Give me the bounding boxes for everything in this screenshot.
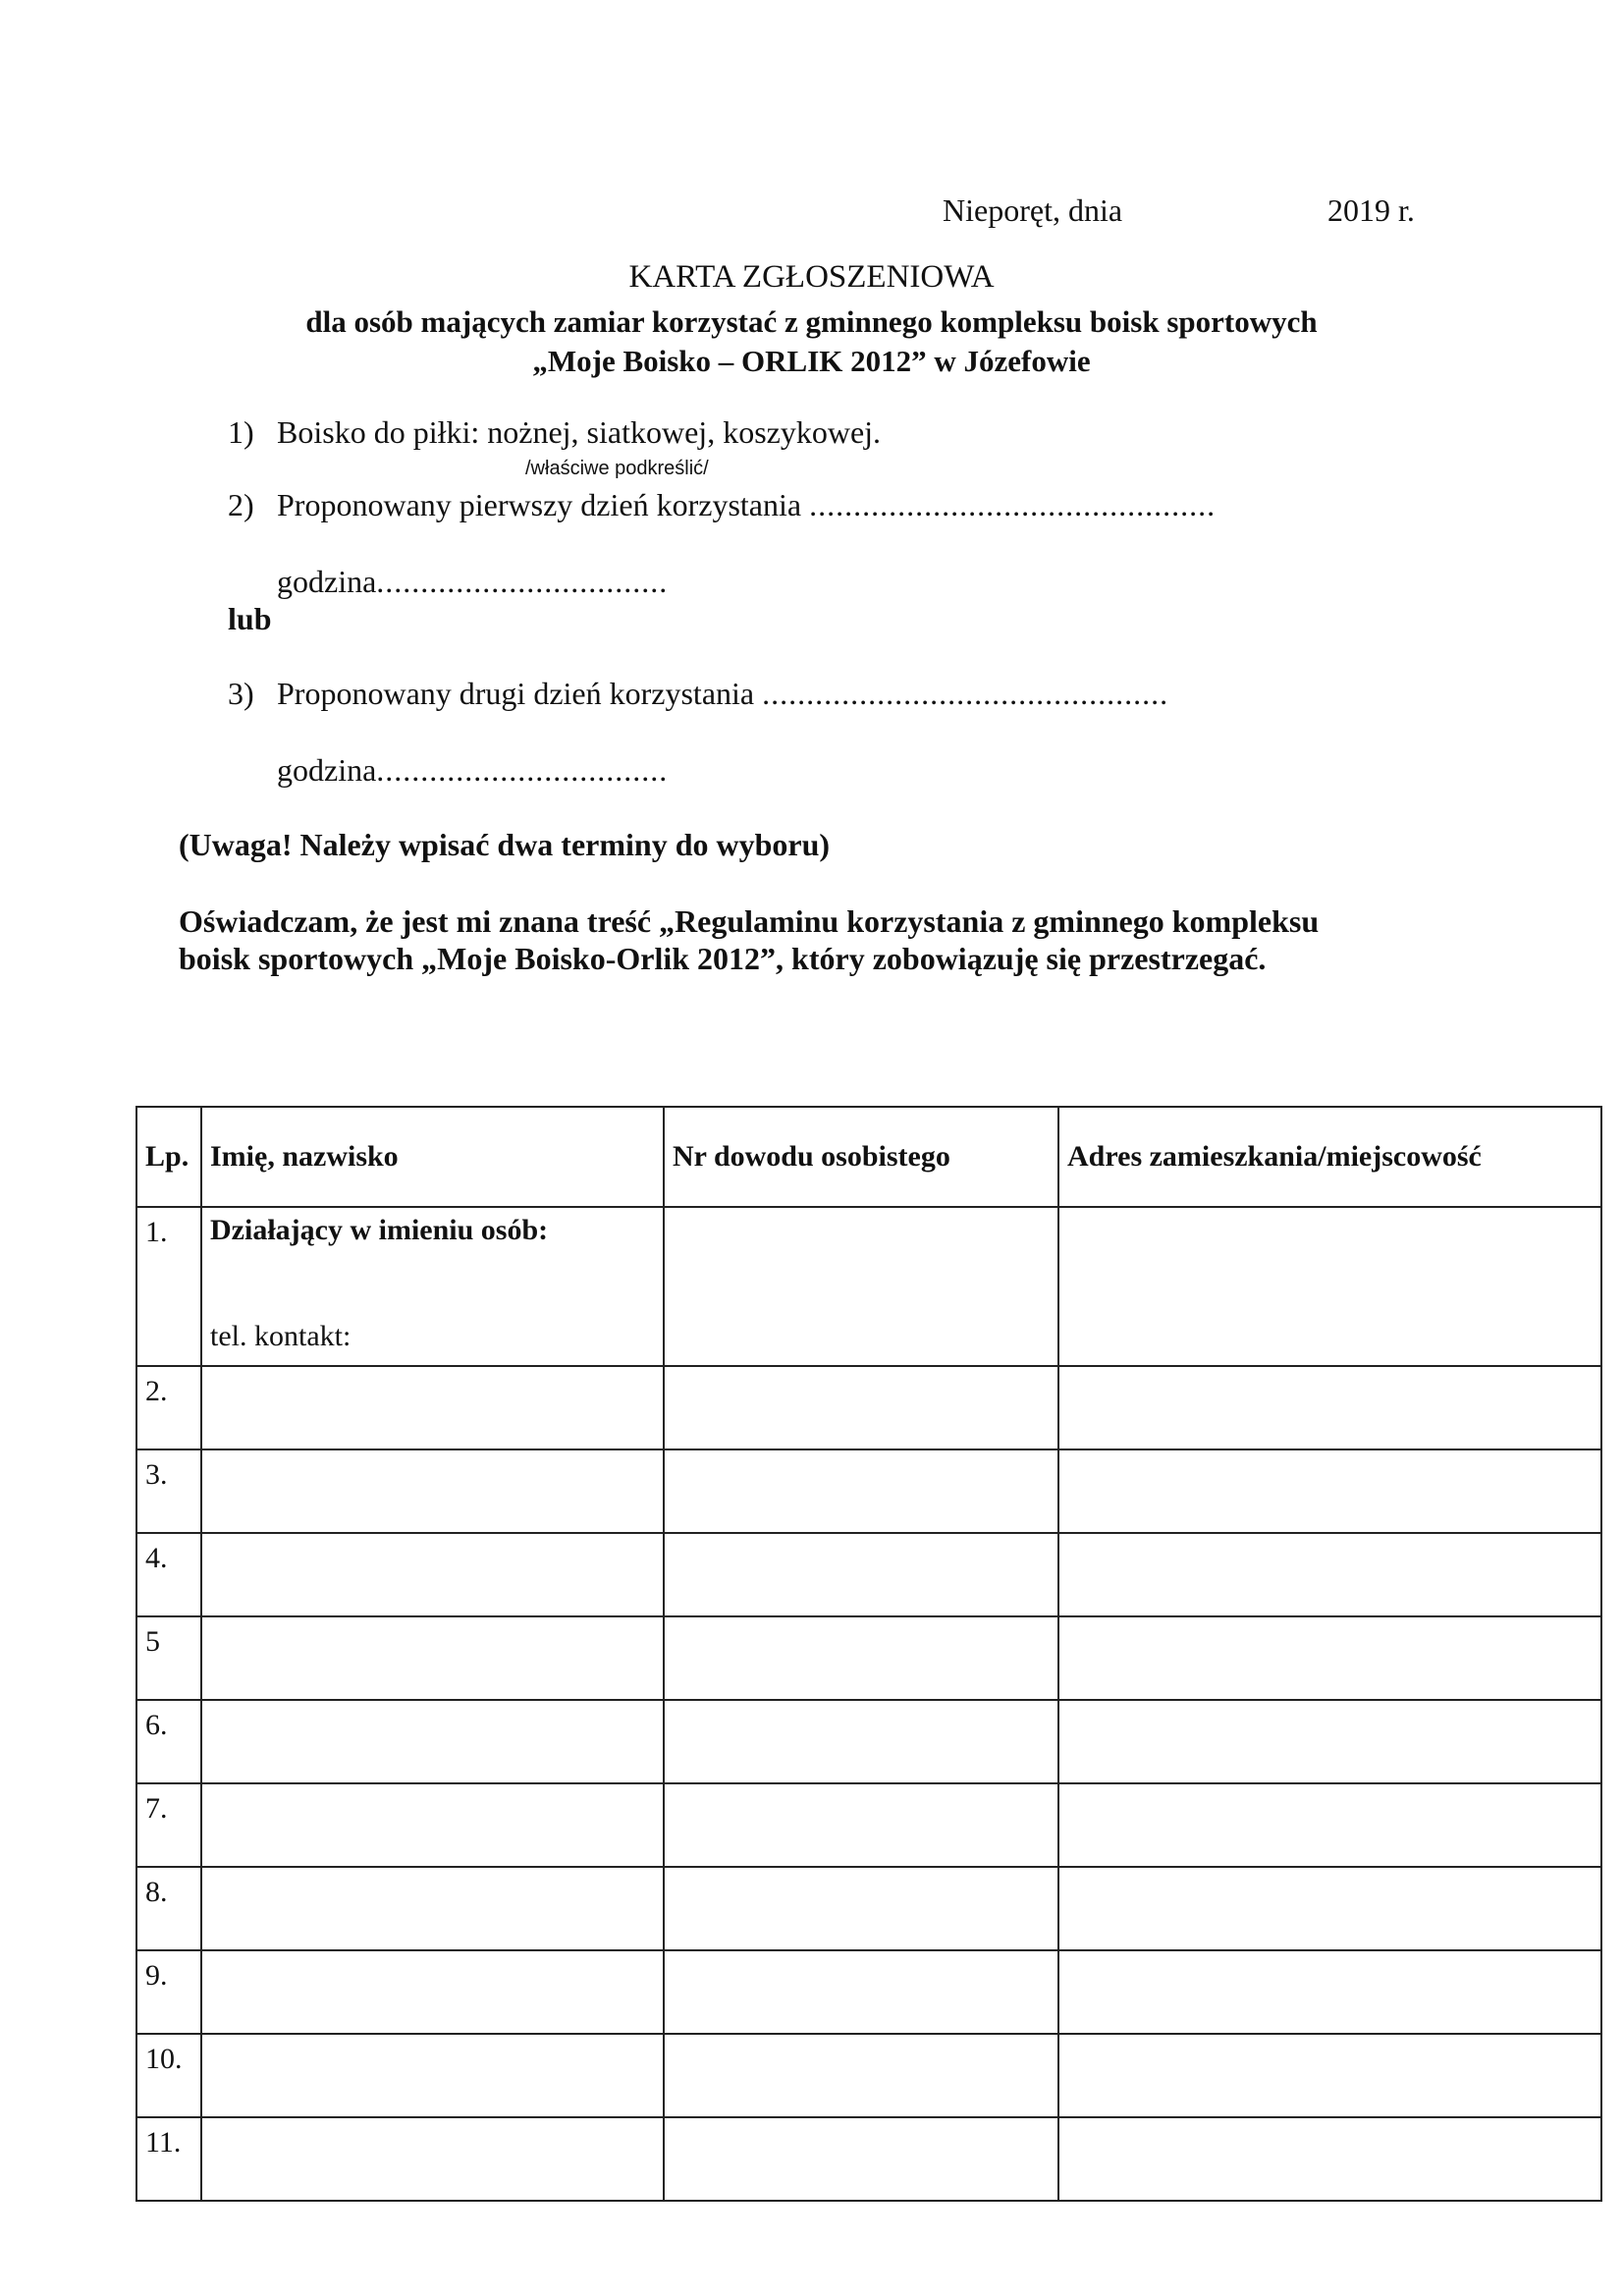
row-number: 9. <box>136 1950 201 2034</box>
table-row <box>136 1449 1601 1533</box>
year-label: 2019 r. <box>1327 192 1415 228</box>
item-2-hour <box>277 564 668 600</box>
form-title: KARTA ZGŁOSZENIOWA <box>628 259 995 295</box>
id-cell[interactable] <box>664 2117 1058 2201</box>
item-3-hour-label: godzina <box>277 752 377 788</box>
id-cell[interactable] <box>664 1783 1058 1867</box>
row-number: 6. <box>136 1700 201 1783</box>
table-row <box>136 1533 1601 1616</box>
item-2 <box>228 487 1216 523</box>
id-cell[interactable] <box>664 1533 1058 1616</box>
name-cell[interactable] <box>201 1616 664 1700</box>
address-cell[interactable] <box>1058 2034 1601 2117</box>
address-cell[interactable] <box>1058 1616 1601 1700</box>
item-1 <box>228 414 881 451</box>
item-1-number: 1) <box>228 414 254 450</box>
row-number: 4. <box>136 1533 201 1616</box>
id-cell[interactable] <box>664 1207 1058 1366</box>
column-header-id: Nr dowodu osobistego <box>664 1107 1058 1207</box>
item-2-date-field[interactable]: .............................................. <box>809 487 1217 522</box>
item-2-hour-label: godzina <box>277 564 377 599</box>
table-row <box>136 1700 1601 1783</box>
representative-label: Działający w imieniu osób: <box>210 1214 549 1246</box>
table-row <box>136 1616 1601 1700</box>
name-cell[interactable] <box>201 1783 664 1867</box>
table-row <box>136 2034 1601 2117</box>
address-cell[interactable] <box>1058 1867 1601 1950</box>
declaration-line-1: Oświadczam, że jest mi znana treść „Regulaminu korzystania z gminnego kompleksu <box>179 903 1320 939</box>
row-number: 7. <box>136 1783 201 1867</box>
name-cell[interactable] <box>201 1366 664 1449</box>
declaration-line-2: boisk sportowych „Moje Boisko-Orlik 2012”, który zobowiązuję się przestrzegać. <box>179 941 1267 976</box>
table-row <box>136 1207 1601 1366</box>
or-label: lub <box>228 601 272 636</box>
table-row <box>136 1867 1601 1950</box>
row-number: 8. <box>136 1867 201 1950</box>
column-header-address: Adres zamieszkania/miejscowość <box>1058 1107 1601 1207</box>
item-3-hour-field[interactable]: ................................. <box>376 752 669 788</box>
id-cell[interactable] <box>664 1366 1058 1449</box>
id-cell[interactable] <box>664 1700 1058 1783</box>
name-cell[interactable] <box>201 1867 664 1950</box>
address-cell[interactable] <box>1058 1449 1601 1533</box>
item-2-text: Proponowany pierwszy dzień korzystania <box>277 487 802 522</box>
name-cell[interactable] <box>201 1950 664 2034</box>
participants-table <box>135 1106 1602 2202</box>
representative-cell[interactable] <box>201 1207 664 1366</box>
form-subtitle-line-2: „Moje Boisko – ORLIK 2012” w Józefowie <box>532 344 1091 378</box>
table-header-row <box>136 1107 1601 1207</box>
item-3 <box>228 676 1168 712</box>
row-number: 1. <box>136 1207 201 1366</box>
place-date-label: Nieporęt, dnia <box>943 192 1123 228</box>
table-row <box>136 1950 1601 2034</box>
row-number: 10. <box>136 2034 201 2117</box>
item-3-date-field[interactable]: .............................................. <box>762 676 1169 711</box>
address-cell[interactable] <box>1058 1783 1601 1867</box>
notice-text: (Uwaga! Należy wpisać dwa terminy do wyboru) <box>179 827 831 862</box>
name-cell[interactable] <box>201 2034 664 2117</box>
row-number: 2. <box>136 1366 201 1449</box>
address-cell[interactable] <box>1058 1533 1601 1616</box>
address-cell[interactable] <box>1058 1700 1601 1783</box>
column-header-name: Imię, nazwisko <box>201 1107 664 1207</box>
row-number: 11. <box>136 2117 201 2201</box>
id-cell[interactable] <box>664 2034 1058 2117</box>
column-header-lp: Lp. <box>136 1107 201 1207</box>
id-cell[interactable] <box>664 1616 1058 1700</box>
address-cell[interactable] <box>1058 1950 1601 2034</box>
item-3-text: Proponowany drugi dzień korzystania <box>277 676 755 711</box>
table-row <box>136 2117 1601 2201</box>
underline-note: /właściwe podkreślić/ <box>525 458 709 479</box>
table-row <box>136 1366 1601 1449</box>
row-number: 5 <box>136 1616 201 1700</box>
id-cell[interactable] <box>664 1950 1058 2034</box>
item-2-hour-field[interactable]: ................................. <box>376 564 669 599</box>
name-cell[interactable] <box>201 1449 664 1533</box>
name-cell[interactable] <box>201 1700 664 1783</box>
address-cell[interactable] <box>1058 2117 1601 2201</box>
id-cell[interactable] <box>664 1449 1058 1533</box>
name-cell[interactable] <box>201 1533 664 1616</box>
name-cell[interactable] <box>201 2117 664 2201</box>
item-1-text: Boisko do piłki: nożnej, siatkowej, koszykowej. <box>277 414 882 450</box>
address-cell[interactable] <box>1058 1366 1601 1449</box>
item-3-number: 3) <box>228 676 254 711</box>
table-row <box>136 1783 1601 1867</box>
item-3-hour <box>277 752 668 789</box>
form-subtitle-line-1: dla osób mających zamiar korzystać z gminnego kompleksu boisk sportowych <box>305 304 1318 339</box>
address-cell[interactable] <box>1058 1207 1601 1366</box>
id-cell[interactable] <box>664 1867 1058 1950</box>
item-2-number: 2) <box>228 487 254 522</box>
row-number: 3. <box>136 1449 201 1533</box>
phone-label: tel. kontakt: <box>210 1320 352 1352</box>
